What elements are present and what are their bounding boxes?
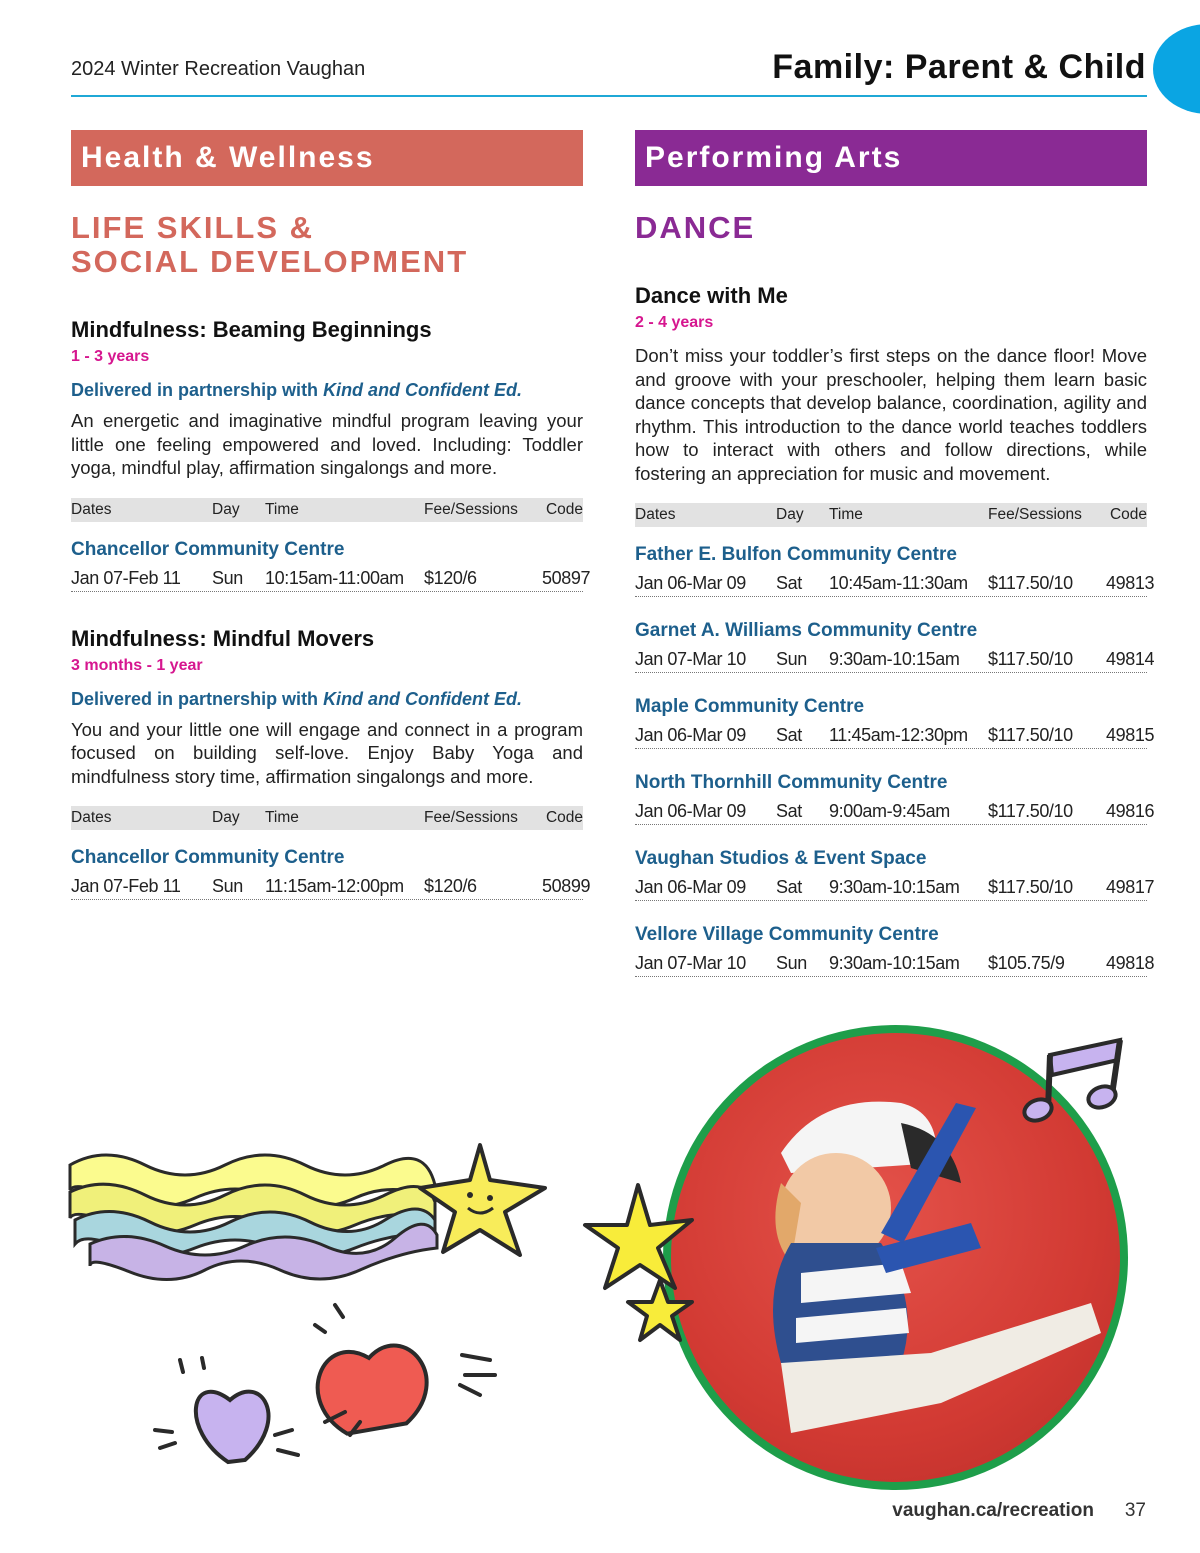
session-block: [635, 848, 1155, 901]
program-title: Mindfulness: Mindful Movers: [71, 625, 375, 651]
row-fee: $120/6: [424, 876, 477, 896]
venue-name: Vaughan Studios & Event Space: [635, 848, 927, 869]
col-dates: Dates: [635, 506, 676, 523]
table-row: [635, 798, 1155, 825]
col-time: Time: [829, 506, 863, 523]
col-day: Day: [212, 809, 240, 826]
row-code: 49813: [1106, 573, 1155, 593]
row-fee: $117.50/10: [988, 801, 1073, 821]
partner-prefix: Delivered in partnership with: [71, 688, 324, 709]
table-row: [71, 873, 591, 900]
page-number: 37: [1124, 1500, 1146, 1521]
row-code: 50897: [542, 567, 591, 588]
row-code: 49814: [1106, 649, 1155, 669]
venue-name: Maple Community Centre: [635, 696, 865, 717]
row-dates: Jan 07-Mar 10: [635, 953, 746, 973]
col-time: Time: [265, 809, 299, 826]
col-fee: Fee/Sessions: [424, 809, 518, 826]
col-time: Time: [265, 500, 299, 518]
health-wellness-column: [71, 130, 591, 900]
row-time: 11:15am-12:00pm: [265, 876, 404, 896]
performing-arts-column: [635, 130, 1155, 977]
col-code: Code: [1109, 506, 1147, 523]
partner-prefix: Delivered in partnership with: [71, 380, 324, 400]
row-day: Sun: [212, 876, 243, 896]
age-range: 1 - 3 years: [71, 348, 150, 365]
table-row: [635, 646, 1155, 673]
table-row: [635, 950, 1155, 977]
life-skills-heading-line1: LIFE SKILLS &: [71, 210, 314, 245]
row-fee: $117.50/10: [988, 573, 1073, 593]
program-title: Dance with Me: [635, 283, 788, 308]
row-fee: $117.50/10: [988, 725, 1073, 745]
row-time: 9:30am-10:15am: [829, 877, 960, 897]
row-day: Sun: [212, 567, 243, 588]
star-icon: [580, 1180, 710, 1360]
schedule-table-header: [71, 498, 583, 522]
row-code: 49815: [1106, 725, 1155, 745]
col-fee: Fee/Sessions: [988, 506, 1082, 523]
partner-name: Kind and Confident Ed.: [323, 688, 523, 709]
header-rule: [71, 95, 1147, 97]
table-row: [71, 565, 591, 592]
program-mindful-movers: [71, 625, 591, 901]
row-day: Sat: [776, 877, 802, 897]
program-dance-with-me: [635, 283, 1155, 977]
row-fee: $117.50/10: [988, 877, 1073, 897]
publication-title: 2024 Winter Recreation Vaughan: [71, 58, 366, 80]
venue-name: Vellore Village Community Centre: [635, 924, 939, 945]
row-time: 11:45am-12:30pm: [829, 725, 968, 745]
session-block: [635, 620, 1155, 673]
session-block: [635, 772, 1155, 825]
row-dates: Jan 06-Mar 09: [635, 801, 746, 821]
col-dates: Dates: [71, 500, 112, 518]
row-fee: $120/6: [424, 567, 477, 588]
row-time: 9:00am-9:45am: [829, 801, 950, 821]
col-day: Day: [212, 500, 240, 518]
life-skills-heading: [71, 211, 583, 279]
program-description: Don’t miss your toddler’s first steps on the dance floor! Move and groove with your preschooler, helping them learn basic dance concepts that develop balance, coordination, agility and rhythm. This introduction to the dance world teaches toddlers how to interact with others and follow directions, while fostering an appreciation for music and movement.: [635, 345, 1147, 484]
program-title: Mindfulness: Beaming Beginnings: [71, 317, 432, 342]
row-day: Sat: [776, 725, 802, 745]
session-block: [635, 696, 1155, 749]
age-range: 3 months - 1 year: [71, 656, 203, 674]
section-title: Family: Parent & Child: [772, 48, 1146, 86]
row-time: 9:30am-10:15am: [829, 649, 960, 669]
venue-name: Father E. Bulfon Community Centre: [635, 544, 957, 565]
music-note-icon: [1020, 1035, 1130, 1130]
schedule-table-header: [635, 503, 1147, 527]
row-time: 10:15am-11:00am: [265, 567, 404, 588]
table-row: [635, 874, 1155, 901]
row-code: 50899: [542, 876, 591, 896]
row-dates: Jan 06-Mar 09: [635, 573, 746, 593]
venue-name: Garnet A. Williams Community Centre: [635, 620, 978, 641]
row-dates: Jan 07-Feb 11: [71, 876, 181, 896]
venue-name: North Thornhill Community Centre: [635, 772, 948, 793]
row-day: Sat: [776, 801, 802, 821]
row-dates: Jan 07-Feb 11: [71, 567, 181, 588]
row-dates: Jan 06-Mar 09: [635, 877, 746, 897]
performing-arts-banner: Performing Arts: [635, 130, 1147, 186]
table-row: [635, 570, 1155, 597]
col-day: Day: [776, 506, 804, 523]
partner-note: [71, 379, 583, 401]
program-description: An energetic and imaginative mindful program leaving your little one feeling empowered and loved. Including: Toddler yoga, mindful play, affirmation singalongs and more.: [71, 410, 583, 478]
health-wellness-banner: Health & Wellness: [71, 130, 583, 186]
row-fee: $105.75/9: [988, 953, 1065, 973]
venue-name: Chancellor Community Centre: [71, 538, 345, 560]
shooting-star-icon: [65, 1140, 555, 1290]
program-description: You and your little one will engage and connect in a program focused on building self-love. Enjoy Baby Yoga and mindfulness story time, affirmation singalongs and more.: [71, 718, 583, 787]
col-code: Code: [545, 500, 583, 518]
row-day: Sun: [776, 649, 807, 669]
row-fee: $117.50/10: [988, 649, 1073, 669]
row-dates: Jan 07-Mar 10: [635, 649, 746, 669]
dance-heading: DANCE: [635, 210, 756, 245]
row-time: 9:30am-10:15am: [829, 953, 960, 973]
row-time: 10:45am-11:30am: [829, 573, 968, 593]
section-tab-marker: [1153, 24, 1200, 114]
row-code: 49816: [1106, 801, 1155, 821]
row-dates: Jan 06-Mar 09: [635, 725, 746, 745]
col-fee: Fee/Sessions: [424, 500, 518, 518]
col-dates: Dates: [71, 809, 112, 826]
partner-name: Kind and Confident Ed.: [323, 380, 523, 400]
row-day: Sun: [776, 953, 807, 973]
life-skills-heading-line2: SOCIAL DEVELOPMENT: [71, 244, 469, 279]
age-range: 2 - 4 years: [635, 314, 714, 331]
partner-note: [71, 688, 583, 710]
row-code: 49818: [1106, 953, 1155, 973]
col-code: Code: [545, 809, 583, 826]
session-block: [635, 544, 1155, 597]
venue-name: Chancellor Community Centre: [71, 847, 345, 868]
session-block: [635, 924, 1155, 977]
footer-url[interactable]: vaughan.ca/recreation: [892, 1500, 1094, 1521]
program-beaming-beginnings: [71, 317, 591, 592]
heart-icon: [150, 1300, 510, 1480]
row-code: 49817: [1106, 877, 1155, 897]
table-row: [635, 722, 1155, 749]
schedule-table-header: [71, 806, 583, 830]
row-day: Sat: [776, 573, 802, 593]
